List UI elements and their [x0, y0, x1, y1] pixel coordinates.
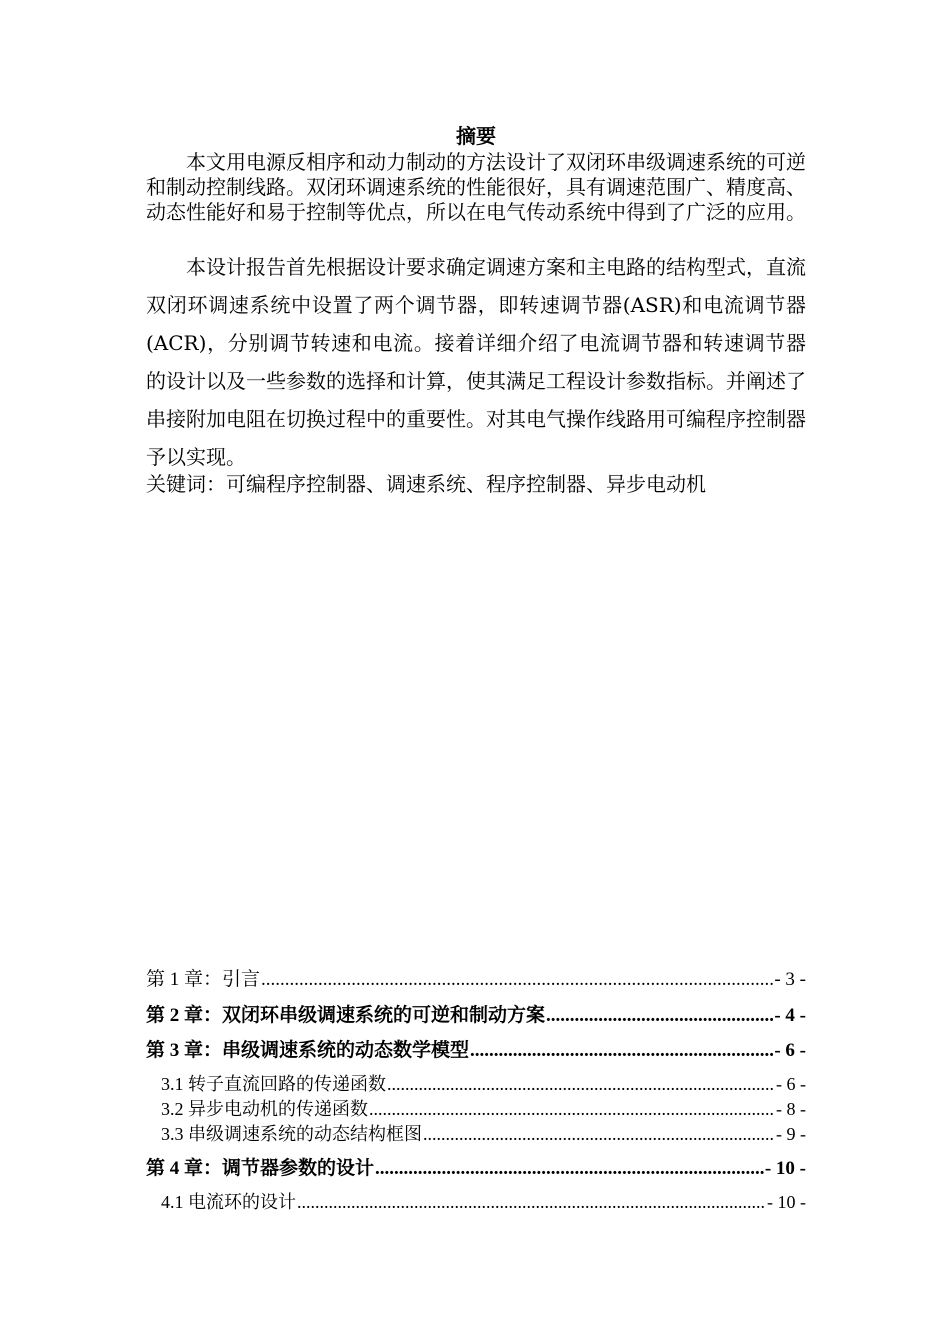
toc-entry-title: 第 3 章：串级调速系统的动态数学模型 [146, 1040, 470, 1061]
toc-entry-section-4-1[interactable] [146, 1188, 806, 1214]
toc-entry-section-3-1[interactable] [146, 1070, 806, 1096]
toc-dot-leader [470, 1040, 773, 1062]
toc-dot-leader [375, 1158, 764, 1180]
abstract-title: 摘要 [456, 124, 496, 148]
toc-dot-leader [261, 969, 773, 991]
toc-entry-title: 4.1 电流环的设计 [161, 1192, 296, 1212]
abstract-paragraph-1: 本文用电源反相序和动力制动的方法设计了双闭环串级调速系统的可逆和制动控制线路。双闭环调速系统的性能很好，具有调速范围广、精度高、动态性能好和易于控制等优点，所以在电气传动系统中得到了广泛的应用。 [146, 150, 806, 224]
toc-entry-title: 第 4 章：调节器参数的设计 [146, 1158, 375, 1179]
toc-entry-chapter-4[interactable] [146, 1153, 806, 1180]
toc-page-number: - 8 - [776, 1099, 806, 1119]
toc-page-number: - 3 - [774, 969, 806, 990]
toc-page-number: - 6 - [774, 1040, 806, 1061]
abstract-paragraph-2: 本设计报告首先根据设计要求确定调速方案和主电路的结构型式，直流双闭环调速系统中设置了两个调节器，即转速调节器(ASR)和电流调节器(ACR)，分别调节转速和电流。接着详细介绍了电流调节器和转速调节器的设计以及一些参数的选择和计算，使其满足工程设计参数指标。并阐述了串接附加电阻在切换过程中的重要性。对其电气操作线路用可编程序控制器予以实现。 [146, 255, 806, 469]
toc-dot-leader [387, 1074, 775, 1095]
toc-entry-section-3-2[interactable] [146, 1095, 806, 1121]
toc-page-number: - 9 - [776, 1124, 806, 1144]
toc-dot-leader [297, 1192, 766, 1213]
toc-entry-chapter-2[interactable] [146, 1000, 806, 1027]
toc-page-number: - 4 - [774, 1005, 806, 1026]
toc-dot-leader [369, 1099, 775, 1120]
toc-page-number: - 10 - [764, 1158, 806, 1179]
toc-entry-chapter-3[interactable] [146, 1035, 806, 1062]
toc-entry-title: 第 2 章：双闭环串级调速系统的可逆和制动方案 [146, 1005, 546, 1026]
toc-dot-leader [546, 1005, 773, 1027]
toc-page-number: - 10 - [767, 1192, 806, 1212]
toc-entry-title: 3.1 转子直流回路的传递函数 [161, 1074, 386, 1094]
toc-entry-title: 第 1 章：引言 [146, 969, 261, 990]
toc-page-number: - 6 - [776, 1074, 806, 1094]
toc-entry-section-3-3[interactable] [146, 1120, 806, 1146]
toc-entry-chapter-1[interactable] [146, 964, 806, 991]
keywords-line: 关键词：可编程序控制器、调速系统、程序控制器、异步电动机 [146, 472, 706, 496]
toc-dot-leader [423, 1124, 775, 1145]
toc-entry-title: 3.3 串级调速系统的动态结构框图 [161, 1124, 422, 1144]
toc-entry-title: 3.2 异步电动机的传递函数 [161, 1099, 368, 1119]
